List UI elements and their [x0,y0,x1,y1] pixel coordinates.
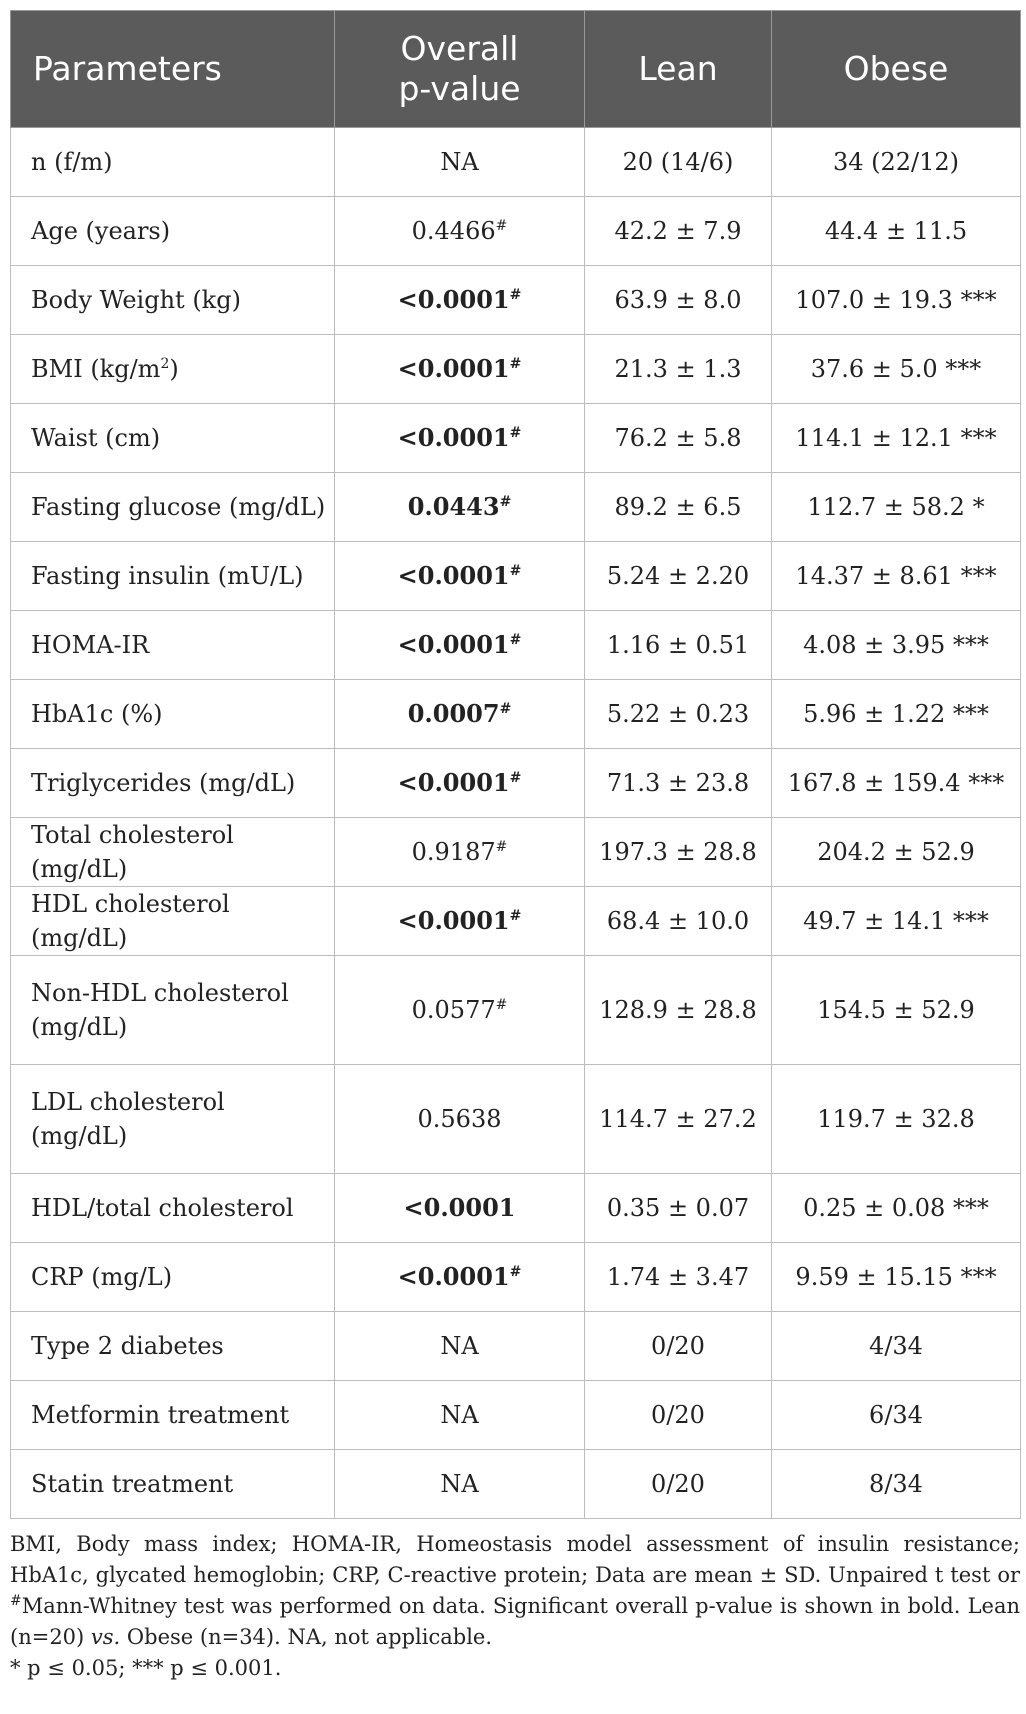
table-container [10,10,1020,1684]
param-cell: HDL cholesterol (mg/dL) [11,887,335,956]
mann-whitney-mark: # [509,1264,522,1280]
lean-cell: 1.74 ± 3.47 [585,1243,772,1312]
obese-cell: 4.08 ± 3.95 *** [772,611,1021,680]
lean-cell: 76.2 ± 5.8 [585,404,772,473]
header-parameters: Parameters [11,11,335,128]
p-value: <0.0001 [397,354,510,383]
footnote-text-3: Obese (n=34). NA, not applicable. [120,1625,493,1649]
obese-cell: 112.7 ± 58.2 * [772,473,1021,542]
param-text-line2: (mg/dL) [31,1122,128,1150]
obese-cell: 37.6 ± 5.0 *** [772,335,1021,404]
p-value-cell [335,335,585,404]
table-row [11,1065,1021,1174]
header-obese: Obese [772,11,1021,128]
table-row [11,473,1021,542]
lean-cell: 89.2 ± 6.5 [585,473,772,542]
table-row [11,956,1021,1065]
param-cell: Waist (cm) [11,404,335,473]
p-value-cell [335,818,585,887]
obese-cell: 44.4 ± 11.5 [772,197,1021,266]
param-text: LDL cholesterol [31,1088,225,1116]
param-cell [11,956,335,1065]
mann-whitney-mark: # [509,770,522,786]
p-value-cell [335,266,585,335]
footnote-hash: # [10,1593,22,1609]
p-value-cell: 0.5638 [335,1065,585,1174]
p-value-cell [335,473,585,542]
obese-cell: 204.2 ± 52.9 [772,818,1021,887]
table-row [11,818,1021,887]
param-cell: Statin treatment [11,1450,335,1519]
p-value: <0.0001 [397,906,510,935]
param-cell: Body Weight (kg) [11,266,335,335]
table-footnote [10,1529,1020,1684]
lean-cell: 21.3 ± 1.3 [585,335,772,404]
footnote-text-2: Mann-Whitney test was performed on data. Significant overall p-value is shown in bold. Lean (n=20) [10,1594,1020,1649]
p-value: <0.0001 [397,561,510,590]
p-value: <0.0001 [397,285,510,314]
lean-cell: 20 (14/6) [585,128,772,197]
obese-cell: 119.7 ± 32.8 [772,1065,1021,1174]
p-value-cell [335,887,585,956]
lean-cell: 197.3 ± 28.8 [585,818,772,887]
lean-cell: 42.2 ± 7.9 [585,197,772,266]
p-value-cell [335,197,585,266]
header-overall-p-value [335,11,585,128]
footnote-abbreviations [10,1529,1020,1653]
mann-whitney-mark: # [495,997,508,1013]
p-value-cell [335,404,585,473]
lean-cell: 0/20 [585,1312,772,1381]
footnote-vs: vs. [90,1625,121,1649]
p-value-cell: <0.0001 [335,1174,585,1243]
p-value: 0.0007 [407,699,500,728]
mann-whitney-mark: # [509,425,522,441]
lean-cell: 1.16 ± 0.51 [585,611,772,680]
p-value: <0.0001 [397,630,510,659]
lean-cell: 0.35 ± 0.07 [585,1174,772,1243]
table-row [11,887,1021,956]
p-value-cell: NA [335,1312,585,1381]
obese-cell: 49.7 ± 14.1 *** [772,887,1021,956]
table-row [11,1174,1021,1243]
table-row [11,1450,1021,1519]
param-text-line2: (mg/dL) [31,1013,128,1041]
p-value: <0.0001 [397,1262,510,1291]
lean-cell: 114.7 ± 27.2 [585,1065,772,1174]
p-value: 0.4466 [411,217,496,245]
param-cell [11,1065,335,1174]
param-cell: Type 2 diabetes [11,1312,335,1381]
mann-whitney-mark: # [509,563,522,579]
obese-cell: 107.0 ± 19.3 *** [772,266,1021,335]
p-value: 0.0577 [411,996,496,1024]
param-cell: HOMA-IR [11,611,335,680]
lean-cell: 5.24 ± 2.20 [585,542,772,611]
table-row [11,749,1021,818]
header-overall-line2: p-value [398,69,521,108]
mann-whitney-mark: # [509,356,522,372]
lean-cell: 0/20 [585,1450,772,1519]
param-cell: n (f/m) [11,128,335,197]
param-cell: HbA1c (%) [11,680,335,749]
param-cell: Fasting insulin (mU/L) [11,542,335,611]
param-cell [11,335,335,404]
param-cell: Age (years) [11,197,335,266]
table-row [11,1381,1021,1450]
p-value: 0.9187 [411,838,496,866]
lean-cell: 5.22 ± 0.23 [585,680,772,749]
mann-whitney-mark: # [509,287,522,303]
characteristics-table [10,10,1021,1519]
lean-cell: 63.9 ± 8.0 [585,266,772,335]
obese-cell: 154.5 ± 52.9 [772,956,1021,1065]
param-cell: Triglycerides (mg/dL) [11,749,335,818]
p-value-cell [335,680,585,749]
obese-cell: 14.37 ± 8.61 *** [772,542,1021,611]
p-value-cell: NA [335,128,585,197]
obese-cell: 4/34 [772,1312,1021,1381]
param-text: Non-HDL cholesterol [31,979,289,1007]
param-text: BMI (kg/m [31,355,161,383]
mann-whitney-mark: # [495,839,508,855]
mann-whitney-mark: # [499,701,512,717]
p-value: 0.0443 [407,492,500,521]
footnote-significance: * p ≤ 0.05; *** p ≤ 0.001. [10,1656,282,1680]
p-value: <0.0001 [397,423,510,452]
p-value-cell [335,749,585,818]
table-row [11,266,1021,335]
table-row [11,1312,1021,1381]
obese-cell: 114.1 ± 12.1 *** [772,404,1021,473]
param-tail: ) [169,355,179,383]
table-row [11,1243,1021,1312]
lean-cell: 71.3 ± 23.8 [585,749,772,818]
p-value-cell [335,542,585,611]
mann-whitney-mark: # [509,908,522,924]
obese-cell: 34 (22/12) [772,128,1021,197]
p-value-cell: NA [335,1450,585,1519]
obese-cell: 9.59 ± 15.15 *** [772,1243,1021,1312]
table-row [11,680,1021,749]
lean-cell: 0/20 [585,1381,772,1450]
header-lean: Lean [585,11,772,128]
param-cell: Metformin treatment [11,1381,335,1450]
mann-whitney-mark: # [499,494,512,510]
table-row [11,542,1021,611]
table-row [11,335,1021,404]
obese-cell: 6/34 [772,1381,1021,1450]
mann-whitney-mark: # [509,632,522,648]
param-cell: HDL/total cholesterol [11,1174,335,1243]
param-cell: Fasting glucose (mg/dL) [11,473,335,542]
p-value-cell [335,1243,585,1312]
p-value-cell: NA [335,1381,585,1450]
obese-cell: 8/34 [772,1450,1021,1519]
p-value: <0.0001 [397,768,510,797]
header-row [11,11,1021,128]
p-value-cell [335,611,585,680]
obese-cell: 167.8 ± 159.4 *** [772,749,1021,818]
param-cell: Total cholesterol (mg/dL) [11,818,335,887]
obese-cell: 5.96 ± 1.22 *** [772,680,1021,749]
table-row [11,611,1021,680]
table-row [11,404,1021,473]
table-row [11,128,1021,197]
footnote-text-1: BMI, Body mass index; HOMA-IR, Homeostasis model assessment of insulin resistance; HbA1c, glycated hemoglobin; CRP, C-reactive protein; Data are mean ± SD. Unpaired t test or [10,1532,1020,1587]
param-cell: CRP (mg/L) [11,1243,335,1312]
param-superscript: 2 [160,356,170,372]
lean-cell: 68.4 ± 10.0 [585,887,772,956]
p-value-cell [335,956,585,1065]
lean-cell: 128.9 ± 28.8 [585,956,772,1065]
table-row [11,197,1021,266]
header-overall-line1: Overall [400,29,519,68]
obese-cell: 0.25 ± 0.08 *** [772,1174,1021,1243]
mann-whitney-mark: # [495,218,508,234]
